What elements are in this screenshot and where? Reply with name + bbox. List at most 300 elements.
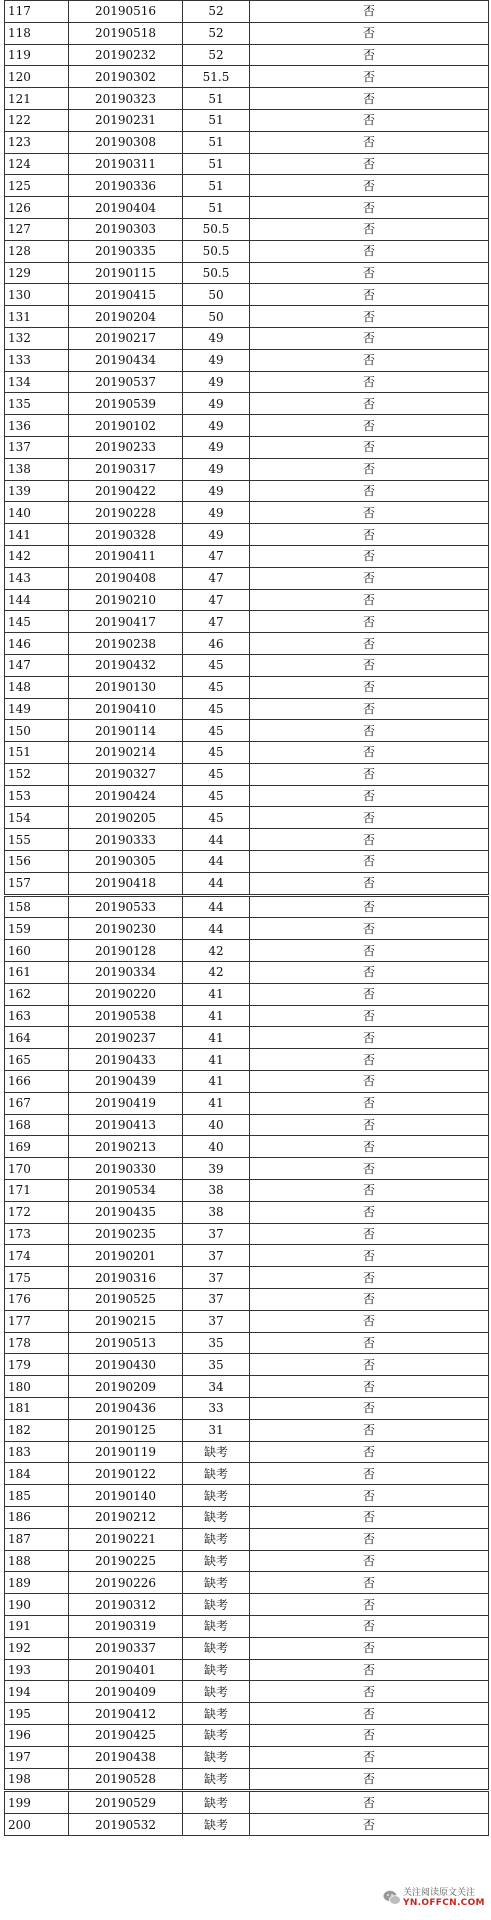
table-row [5, 611, 489, 633]
candidate-id-cell: 20190305 [69, 851, 183, 873]
row-number-cell: 167 [5, 1092, 69, 1114]
table-row [5, 1005, 489, 1027]
candidate-id-cell: 20190404 [69, 197, 183, 219]
row-number-cell: 128 [5, 240, 69, 262]
score-cell: 47 [183, 611, 250, 633]
results-table-body [5, 1, 489, 1836]
score-cell: 41 [183, 1027, 250, 1049]
candidate-id-cell: 20190439 [69, 1071, 183, 1093]
table-row [5, 197, 489, 219]
row-number-cell: 170 [5, 1158, 69, 1180]
candidate-id-cell: 20190333 [69, 829, 183, 851]
row-number-cell: 190 [5, 1594, 69, 1616]
row-number-cell: 192 [5, 1637, 69, 1659]
score-cell: 45 [183, 807, 250, 829]
candidate-id-cell: 20190539 [69, 393, 183, 415]
candidate-id-cell: 20190231 [69, 109, 183, 131]
score-cell: 44 [183, 918, 250, 940]
qualified-cell: 否 [250, 698, 489, 720]
candidate-id-cell: 20190302 [69, 66, 183, 88]
qualified-cell: 否 [250, 1332, 489, 1354]
row-number-cell: 184 [5, 1463, 69, 1485]
qualified-cell: 否 [250, 1768, 489, 1791]
score-cell: 50 [183, 284, 250, 306]
row-number-cell: 168 [5, 1114, 69, 1136]
candidate-id-cell: 20190533 [69, 895, 183, 918]
row-number-cell: 189 [5, 1572, 69, 1594]
score-cell: 33 [183, 1398, 250, 1420]
row-number-cell: 195 [5, 1703, 69, 1725]
candidate-id-cell: 20190225 [69, 1550, 183, 1572]
table-row [5, 763, 489, 785]
row-number-cell: 142 [5, 545, 69, 567]
row-number-cell: 162 [5, 983, 69, 1005]
score-cell: 缺考 [183, 1485, 250, 1507]
candidate-id-cell: 20190424 [69, 785, 183, 807]
candidate-id-cell: 20190334 [69, 962, 183, 984]
candidate-id-cell: 20190516 [69, 1, 183, 23]
table-row [5, 1310, 489, 1332]
table-row [5, 1550, 489, 1572]
candidate-id-cell: 20190538 [69, 1005, 183, 1027]
table-row [5, 1027, 489, 1049]
score-cell: 51.5 [183, 66, 250, 88]
score-cell: 34 [183, 1376, 250, 1398]
score-cell: 42 [183, 962, 250, 984]
table-row [5, 1180, 489, 1202]
row-number-cell: 193 [5, 1659, 69, 1681]
qualified-cell: 否 [250, 1376, 489, 1398]
qualified-cell: 否 [250, 633, 489, 655]
row-number-cell: 166 [5, 1071, 69, 1093]
score-cell: 41 [183, 1092, 250, 1114]
row-number-cell: 132 [5, 327, 69, 349]
row-number-cell: 188 [5, 1550, 69, 1572]
qualified-cell: 否 [250, 1049, 489, 1071]
candidate-id-cell: 20190417 [69, 611, 183, 633]
qualified-cell: 否 [250, 720, 489, 742]
candidate-id-cell: 20190125 [69, 1419, 183, 1441]
score-cell: 35 [183, 1332, 250, 1354]
row-number-cell: 161 [5, 962, 69, 984]
table-row [5, 1158, 489, 1180]
qualified-cell: 否 [250, 1027, 489, 1049]
table-row [5, 1071, 489, 1093]
qualified-cell: 否 [250, 131, 489, 153]
score-cell: 45 [183, 785, 250, 807]
table-row [5, 1594, 489, 1616]
score-cell: 50 [183, 306, 250, 328]
qualified-cell: 否 [250, 1791, 489, 1814]
row-number-cell: 163 [5, 1005, 69, 1027]
row-number-cell: 135 [5, 393, 69, 415]
table-row [5, 1768, 489, 1791]
candidate-id-cell: 20190418 [69, 872, 183, 895]
qualified-cell: 否 [250, 393, 489, 415]
row-number-cell: 196 [5, 1724, 69, 1746]
candidate-id-cell: 20190235 [69, 1223, 183, 1245]
table-row [5, 872, 489, 895]
score-cell: 缺考 [183, 1637, 250, 1659]
row-number-cell: 185 [5, 1485, 69, 1507]
score-cell: 47 [183, 589, 250, 611]
qualified-cell: 否 [250, 415, 489, 437]
candidate-id-cell: 20190415 [69, 284, 183, 306]
table-row [5, 1659, 489, 1681]
qualified-cell: 否 [250, 1572, 489, 1594]
candidate-id-cell: 20190436 [69, 1398, 183, 1420]
qualified-cell: 否 [250, 962, 489, 984]
score-cell: 41 [183, 1005, 250, 1027]
candidate-id-cell: 20190434 [69, 349, 183, 371]
candidate-id-cell: 20190337 [69, 1637, 183, 1659]
candidate-id-cell: 20190228 [69, 502, 183, 524]
score-cell: 49 [183, 349, 250, 371]
row-number-cell: 118 [5, 22, 69, 44]
candidate-id-cell: 20190410 [69, 698, 183, 720]
table-row [5, 1506, 489, 1528]
table-row [5, 698, 489, 720]
row-number-cell: 187 [5, 1528, 69, 1550]
row-number-cell: 171 [5, 1180, 69, 1202]
candidate-id-cell: 20190210 [69, 589, 183, 611]
score-cell: 51 [183, 153, 250, 175]
qualified-cell: 否 [250, 1703, 489, 1725]
score-cell: 37 [183, 1267, 250, 1289]
qualified-cell: 否 [250, 872, 489, 895]
candidate-id-cell: 20190122 [69, 1463, 183, 1485]
row-number-cell: 143 [5, 567, 69, 589]
score-cell: 37 [183, 1223, 250, 1245]
row-number-cell: 152 [5, 763, 69, 785]
row-number-cell: 144 [5, 589, 69, 611]
row-number-cell: 198 [5, 1768, 69, 1791]
score-cell: 37 [183, 1289, 250, 1311]
qualified-cell: 否 [250, 654, 489, 676]
score-cell: 缺考 [183, 1724, 250, 1746]
score-cell: 52 [183, 22, 250, 44]
candidate-id-cell: 20190335 [69, 240, 183, 262]
qualified-cell: 否 [250, 1659, 489, 1681]
row-number-cell: 153 [5, 785, 69, 807]
row-number-cell: 122 [5, 109, 69, 131]
score-cell: 49 [183, 415, 250, 437]
table-row [5, 1289, 489, 1311]
table-row [5, 1, 489, 23]
qualified-cell: 否 [250, 284, 489, 306]
qualified-cell: 否 [250, 306, 489, 328]
row-number-cell: 151 [5, 742, 69, 764]
table-row [5, 1724, 489, 1746]
qualified-cell: 否 [250, 524, 489, 546]
candidate-id-cell: 20190209 [69, 1376, 183, 1398]
qualified-cell: 否 [250, 785, 489, 807]
score-cell: 41 [183, 983, 250, 1005]
qualified-cell: 否 [250, 240, 489, 262]
qualified-cell: 否 [250, 895, 489, 918]
table-row [5, 829, 489, 851]
score-cell: 37 [183, 1310, 250, 1332]
table-row [5, 458, 489, 480]
row-number-cell: 174 [5, 1245, 69, 1267]
table-row [5, 22, 489, 44]
qualified-cell: 否 [250, 1354, 489, 1376]
table-row [5, 720, 489, 742]
qualified-cell: 否 [250, 807, 489, 829]
row-number-cell: 117 [5, 1, 69, 23]
candidate-id-cell: 20190220 [69, 983, 183, 1005]
qualified-cell: 否 [250, 829, 489, 851]
score-cell: 45 [183, 720, 250, 742]
score-cell: 41 [183, 1049, 250, 1071]
candidate-id-cell: 20190226 [69, 1572, 183, 1594]
row-number-cell: 200 [5, 1814, 69, 1836]
candidate-id-cell: 20190513 [69, 1332, 183, 1354]
candidate-id-cell: 20190316 [69, 1267, 183, 1289]
table-row [5, 983, 489, 1005]
table-row [5, 1441, 489, 1463]
row-number-cell: 160 [5, 940, 69, 962]
score-cell: 40 [183, 1114, 250, 1136]
row-number-cell: 147 [5, 654, 69, 676]
table-row [5, 676, 489, 698]
candidate-id-cell: 20190232 [69, 44, 183, 66]
score-cell: 缺考 [183, 1550, 250, 1572]
qualified-cell: 否 [250, 371, 489, 393]
score-cell: 38 [183, 1201, 250, 1223]
qualified-cell: 否 [250, 1441, 489, 1463]
row-number-cell: 154 [5, 807, 69, 829]
table-row [5, 327, 489, 349]
qualified-cell: 否 [250, 1289, 489, 1311]
row-number-cell: 156 [5, 851, 69, 873]
candidate-id-cell: 20190438 [69, 1746, 183, 1768]
score-cell: 缺考 [183, 1703, 250, 1725]
score-cell: 45 [183, 698, 250, 720]
table-row [5, 1681, 489, 1703]
qualified-cell: 否 [250, 1814, 489, 1836]
table-row [5, 1114, 489, 1136]
table-row [5, 1637, 489, 1659]
table-row [5, 109, 489, 131]
table-row [5, 1267, 489, 1289]
candidate-id-cell: 20190319 [69, 1615, 183, 1637]
row-number-cell: 125 [5, 175, 69, 197]
table-row [5, 742, 489, 764]
candidate-id-cell: 20190525 [69, 1289, 183, 1311]
candidate-id-cell: 20190412 [69, 1703, 183, 1725]
row-number-cell: 120 [5, 66, 69, 88]
row-number-cell: 179 [5, 1354, 69, 1376]
table-row [5, 306, 489, 328]
candidate-id-cell: 20190128 [69, 940, 183, 962]
table-row [5, 371, 489, 393]
qualified-cell: 否 [250, 218, 489, 240]
qualified-cell: 否 [250, 545, 489, 567]
score-cell: 缺考 [183, 1746, 250, 1768]
row-number-cell: 150 [5, 720, 69, 742]
candidate-id-cell: 20190323 [69, 88, 183, 110]
candidate-id-cell: 20190115 [69, 262, 183, 284]
row-number-cell: 121 [5, 88, 69, 110]
score-cell: 45 [183, 763, 250, 785]
table-row [5, 262, 489, 284]
candidate-id-cell: 20190327 [69, 763, 183, 785]
watermark-site-text: YN.OFFCN.COM [403, 1898, 485, 1908]
qualified-cell: 否 [250, 436, 489, 458]
qualified-cell: 否 [250, 44, 489, 66]
table-row [5, 240, 489, 262]
candidate-id-cell: 20190130 [69, 676, 183, 698]
candidate-id-cell: 20190328 [69, 524, 183, 546]
table-row [5, 480, 489, 502]
row-number-cell: 130 [5, 284, 69, 306]
candidate-id-cell: 20190419 [69, 1092, 183, 1114]
table-row [5, 218, 489, 240]
qualified-cell: 否 [250, 1114, 489, 1136]
table-row [5, 1463, 489, 1485]
results-table [4, 0, 489, 1836]
qualified-cell: 否 [250, 1180, 489, 1202]
score-cell: 缺考 [183, 1441, 250, 1463]
score-cell: 49 [183, 524, 250, 546]
score-cell: 49 [183, 327, 250, 349]
candidate-id-cell: 20190518 [69, 22, 183, 44]
table-row [5, 131, 489, 153]
qualified-cell: 否 [250, 1637, 489, 1659]
candidate-id-cell: 20190413 [69, 1114, 183, 1136]
score-cell: 缺考 [183, 1681, 250, 1703]
score-cell: 47 [183, 545, 250, 567]
table-row [5, 1485, 489, 1507]
qualified-cell: 否 [250, 1485, 489, 1507]
score-cell: 缺考 [183, 1814, 250, 1836]
qualified-cell: 否 [250, 676, 489, 698]
row-number-cell: 126 [5, 197, 69, 219]
row-number-cell: 127 [5, 218, 69, 240]
score-cell: 39 [183, 1158, 250, 1180]
table-row [5, 1615, 489, 1637]
score-cell: 45 [183, 742, 250, 764]
table-row [5, 785, 489, 807]
qualified-cell: 否 [250, 918, 489, 940]
table-row [5, 545, 489, 567]
table-row [5, 66, 489, 88]
row-number-cell: 183 [5, 1441, 69, 1463]
row-number-cell: 123 [5, 131, 69, 153]
row-number-cell: 139 [5, 480, 69, 502]
candidate-id-cell: 20190528 [69, 1768, 183, 1791]
table-row [5, 962, 489, 984]
table-row [5, 1703, 489, 1725]
score-cell: 49 [183, 502, 250, 524]
table-row [5, 349, 489, 371]
qualified-cell: 否 [250, 1158, 489, 1180]
table-row [5, 1398, 489, 1420]
row-number-cell: 149 [5, 698, 69, 720]
row-number-cell: 175 [5, 1267, 69, 1289]
qualified-cell: 否 [250, 502, 489, 524]
candidate-id-cell: 20190119 [69, 1441, 183, 1463]
score-cell: 47 [183, 567, 250, 589]
row-number-cell: 172 [5, 1201, 69, 1223]
candidate-id-cell: 20190336 [69, 175, 183, 197]
wechat-logo-icon [383, 1890, 401, 1906]
qualified-cell: 否 [250, 1746, 489, 1768]
row-number-cell: 148 [5, 676, 69, 698]
table-row [5, 436, 489, 458]
candidate-id-cell: 20190204 [69, 306, 183, 328]
candidate-id-cell: 20190409 [69, 1681, 183, 1703]
qualified-cell: 否 [250, 1724, 489, 1746]
qualified-cell: 否 [250, 1, 489, 23]
row-number-cell: 138 [5, 458, 69, 480]
row-number-cell: 169 [5, 1136, 69, 1158]
row-number-cell: 136 [5, 415, 69, 437]
row-number-cell: 134 [5, 371, 69, 393]
score-cell: 44 [183, 895, 250, 918]
qualified-cell: 否 [250, 1550, 489, 1572]
score-cell: 45 [183, 676, 250, 698]
qualified-cell: 否 [250, 1463, 489, 1485]
qualified-cell: 否 [250, 1681, 489, 1703]
table-row [5, 1528, 489, 1550]
qualified-cell: 否 [250, 1594, 489, 1616]
table-row [5, 1245, 489, 1267]
candidate-id-cell: 20190102 [69, 415, 183, 437]
table-row [5, 1332, 489, 1354]
table-row [5, 1092, 489, 1114]
table-row [5, 895, 489, 918]
candidate-id-cell: 20190140 [69, 1485, 183, 1507]
score-cell: 49 [183, 393, 250, 415]
row-number-cell: 140 [5, 502, 69, 524]
score-cell: 缺考 [183, 1791, 250, 1814]
row-number-cell: 155 [5, 829, 69, 851]
qualified-cell: 否 [250, 22, 489, 44]
score-cell: 44 [183, 872, 250, 895]
table-row [5, 940, 489, 962]
table-row [5, 654, 489, 676]
row-number-cell: 176 [5, 1289, 69, 1311]
candidate-id-cell: 20190238 [69, 633, 183, 655]
row-number-cell: 133 [5, 349, 69, 371]
qualified-cell: 否 [250, 197, 489, 219]
score-cell: 44 [183, 851, 250, 873]
table-row [5, 1201, 489, 1223]
qualified-cell: 否 [250, 1310, 489, 1332]
table-row [5, 1223, 489, 1245]
table-row [5, 88, 489, 110]
candidate-id-cell: 20190311 [69, 153, 183, 175]
qualified-cell: 否 [250, 1005, 489, 1027]
row-number-cell: 119 [5, 44, 69, 66]
row-number-cell: 191 [5, 1615, 69, 1637]
qualified-cell: 否 [250, 983, 489, 1005]
score-cell: 41 [183, 1071, 250, 1093]
qualified-cell: 否 [250, 480, 489, 502]
score-cell: 缺考 [183, 1659, 250, 1681]
candidate-id-cell: 20190330 [69, 1158, 183, 1180]
score-cell: 38 [183, 1180, 250, 1202]
qualified-cell: 否 [250, 1071, 489, 1093]
score-cell: 缺考 [183, 1594, 250, 1616]
watermark [383, 1888, 483, 1910]
table-row [5, 502, 489, 524]
row-number-cell: 129 [5, 262, 69, 284]
candidate-id-cell: 20190230 [69, 918, 183, 940]
candidate-id-cell: 20190221 [69, 1528, 183, 1550]
